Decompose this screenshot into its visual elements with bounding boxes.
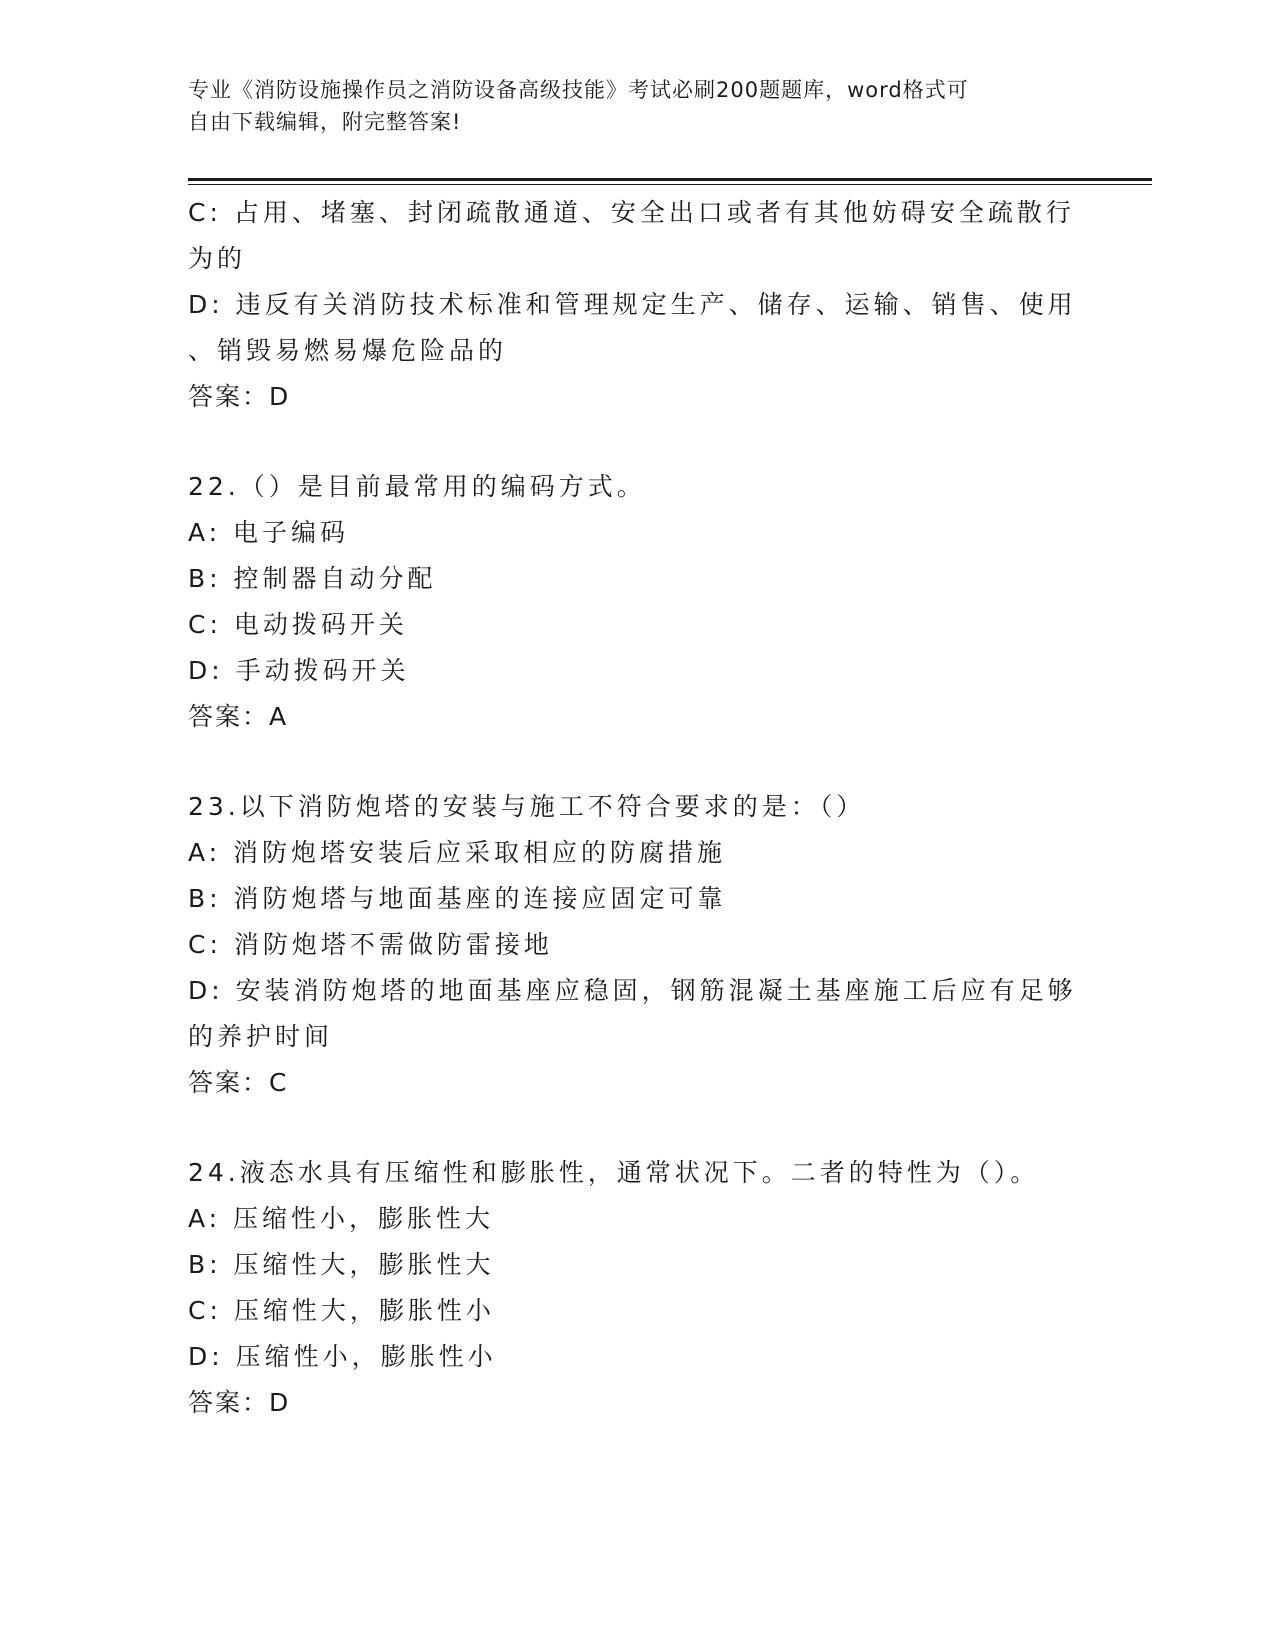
header-rule-thick <box>188 178 1152 181</box>
option-d: D: 手动拨码开关 <box>188 656 410 685</box>
answer-line: 答案：D <box>188 382 291 411</box>
answer-line: 答案：A <box>188 702 289 731</box>
answer-line: 答案：D <box>188 1388 291 1417</box>
question-stem: 24.液态水具有压缩性和膨胀性，通常状况下。二者的特性为（）。 <box>188 1158 1040 1187</box>
option-a: A: 消防炮塔安装后应采取相应的防腐措施 <box>188 838 727 867</box>
header-line-2: 自由下载编辑，附完整答案! <box>188 110 462 134</box>
option-d-line-2: 、销毁易燃易爆危险品的 <box>188 336 508 365</box>
option-d-line-1: D: 安装消防炮塔的地面基座应稳固，钢筋混凝土基座施工后应有足够 <box>188 976 1077 1005</box>
question-22 <box>188 464 1088 740</box>
option-c: C: 电动拨码开关 <box>188 610 408 639</box>
option-a: A: 电子编码 <box>188 518 350 547</box>
option-c-line-1: C: 占用、堵塞、封闭疏散通道、安全出口或者有其他妨碍安全疏散行 <box>188 198 1075 227</box>
option-a: A: 压缩性小，膨胀性大 <box>188 1204 495 1233</box>
option-d-line-2: 的养护时间 <box>188 1022 334 1051</box>
question-content <box>188 190 1088 1426</box>
question-stem: 22.（）是目前最常用的编码方式。 <box>188 472 646 501</box>
question-23 <box>188 784 1088 1106</box>
option-c: C: 压缩性大，膨胀性小 <box>188 1296 495 1325</box>
question-stem: 23.以下消防炮塔的安装与施工不符合要求的是：（） <box>188 792 866 821</box>
option-b: B: 消防炮塔与地面基座的连接应固定可靠 <box>188 884 727 913</box>
answer-line: 答案：C <box>188 1068 289 1097</box>
document-header <box>188 74 1088 138</box>
question-21-continued <box>188 190 1088 420</box>
option-d: D: 压缩性小，膨胀性小 <box>188 1342 497 1371</box>
header-line-1: 专业《消防设施操作员之消防设备高级技能》考试必刷200题题库，word格式可 <box>188 78 969 102</box>
option-c: C: 消防炮塔不需做防雷接地 <box>188 930 553 959</box>
header-rule-thin <box>188 184 1152 185</box>
option-c-line-2: 为的 <box>188 244 247 273</box>
option-b: B: 控制器自动分配 <box>188 564 437 593</box>
option-d-line-1: D: 违反有关消防技术标准和管理规定生产、储存、运输、销售、使用 <box>188 290 1077 319</box>
option-b: B: 压缩性大，膨胀性大 <box>188 1250 495 1279</box>
question-24 <box>188 1150 1088 1426</box>
